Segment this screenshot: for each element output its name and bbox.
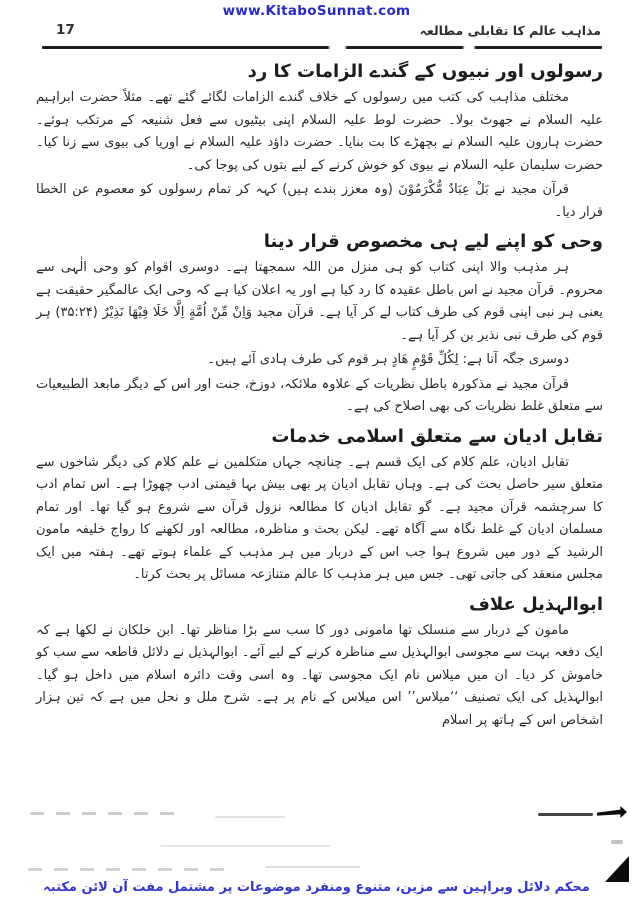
paragraph: ہر مذہب والا اپنی کتاب کو ہی منزل من اللہ سمجھتا ہے۔ دوسری اقوام کو وحی الٰہی سے محروم۔ قرآن مجید نے اس باطل عقیدہ کا رد کیا ہے اور یہ اعلان کیا ہے کہ وحی ایک عالمگیر حقیقت ہے یعنی ہر نبی اپنی قوم کی طرف کتاب لے کر آیا ہے۔ قرآن مجید وَاِنْ مِّنْ اُمَّةٍ اِلَّا خَلَا فِيْهَا نَذِيْرٌ (۳۵:۲۴) ہر قوم کی طرف نبی نذیر بن کر آیا ہے۔ bbox=[36, 260, 604, 343]
paragraph: قرآن مجید نے بَلْ عِبَادٌ مُّكْرَمُوْنَ (وہ معزز بندے ہیں) کہہ کر تمام رسولوں کو معصوم عن الخطا قرار دیا۔ bbox=[36, 182, 603, 220]
scan-smudge-line bbox=[28, 868, 228, 871]
section-abul-hudhayl bbox=[36, 594, 603, 733]
section-taqabul-adyan bbox=[36, 426, 603, 587]
section-wahi bbox=[36, 231, 603, 419]
scan-smudge-line bbox=[30, 812, 180, 815]
section-heading: وحی کو اپنے لیے ہی مخصوص قرار دینا bbox=[263, 231, 603, 252]
page-body-text bbox=[36, 54, 603, 734]
watermark-url: www.KitaboSunnat.com bbox=[222, 3, 411, 19]
page-number: 17 bbox=[56, 22, 75, 38]
scan-smudge-line bbox=[538, 813, 593, 816]
section-heading: تقابل ادیان سے متعلق اسلامی خدمات bbox=[271, 425, 603, 447]
section-allegations bbox=[36, 61, 603, 224]
scan-blob-corner bbox=[605, 856, 629, 882]
scan-smudge-mark bbox=[215, 816, 285, 818]
paragraph: مختلف مذاہب کی کتب میں رسولوں کے خلاف گندے الزامات لگائے گئے تھے۔ مثلاً حضرت ابراہیم علیہ السلام نے جھوٹ بولا۔ حضرت لوط علیہ السلام اپنی بیٹیوں سے فعل شنیعہ کے مرتکب ہوئے۔ حضرت ہارون علیہ السلام نے بچھڑے کا بت بنایا۔ حضرت داؤد علیہ السلام نے اوریا کی بیوی سے زنا کیا۔ حضرت سلیمان علیہ السلام نے بیوی کو خوش کرنے کے لیے بتوں کی پوجا کی۔ bbox=[36, 90, 603, 173]
scan-smudge-mark bbox=[160, 845, 330, 847]
scan-blob-arrow bbox=[597, 806, 627, 818]
paragraph: دوسری جگہ آتا ہے: لِكُلِّ قَوْمٍ هَادٍ ہر قوم کی طرف ہادی آئے ہیں۔ bbox=[207, 352, 569, 367]
scan-smudge-mark bbox=[611, 840, 623, 844]
header-rule bbox=[42, 46, 602, 49]
scan-smudge-mark bbox=[265, 866, 360, 868]
page-header bbox=[44, 22, 601, 38]
section-heading: رسولوں اور نبیوں کے گندے الزامات کا رد bbox=[247, 61, 603, 82]
footer-tagline: محکم دلائل وبراہین سے مزین، متنوع ومنفرد موضوعات پر مشتمل مفت آن لائن مکتبہ bbox=[43, 880, 590, 895]
section-heading: ابوالہذیل علاف bbox=[468, 593, 603, 615]
paragraph: مامون کے دربار سے منسلک تھا مامونی دور کا سب سے بڑا مناظر تھا۔ ابن خلکان نے لکھا ہے کہ ایک دفعہ بہت سے مجوسی ابوالہذیل سے مناظرہ کرنے کے لیے آئے۔ ابوالہذیل نے دلائل قاطعہ سے سب کو خاموش کر دیا۔ ان میں میلاس نام ایک مجوسی تھا۔ وہ اسی وقت دائرہ اسلام میں داخل ہو گیا۔ ابوالہذیل کی ایک تصنیف ‘‘میلاس’’ اس میلاس کے نام پر ہے۔ شرح ملل و نحل میں ہے کہ تین ہزار اشخاص اس کے ہاتھ پر اسلام bbox=[36, 622, 603, 728]
paragraph: قرآن مجید نے مذکورہ باطل نظریات کے علاوہ ملائکہ، دوزخ، جنت اور اس کے دیگر مابعد الطبیعیات سے متعلق غلط نظریات کی بھی اصلاح کی ہے۔ bbox=[36, 376, 603, 414]
paragraph: تقابل ادیان، علم کلام کی ایک قسم ہے۔ چنانچہ جہاں متکلمین نے علم کلام کی دیگر شاخوں سے متعلق سیر حاصل بحث کی ہے۔ وہاں تقابل ادیان پر بھی بیش بہا قیمتی ادب چھوڑا ہے۔ اس تمام ادب کا سرچشمہ قرآن مجید ہے۔ گو تقابل ادیان کا مطالعہ نزول قرآن سے شروع ہو گیا تھا۔ اور تمام مسلمان ادیان کے غلط نگاہ سے آگاہ تھے۔ لیکن بحث و مناظرہ، مطالعہ اور لکھنے کا رواج خلیفہ مامون الرشید کے دور میں شروع ہوا جب اس کے دربار میں ہر مذہب کے علماء ہوتے تھے۔ ہفتہ میں ایک مجلس منعقد کی جاتی تھی۔ جس میں ہر مذہب کا عالم متنازعہ مسائل پر بحث کرتا۔ bbox=[36, 454, 603, 582]
running-title: مذاہب عالم کا تقابلی مطالعہ bbox=[419, 23, 601, 38]
